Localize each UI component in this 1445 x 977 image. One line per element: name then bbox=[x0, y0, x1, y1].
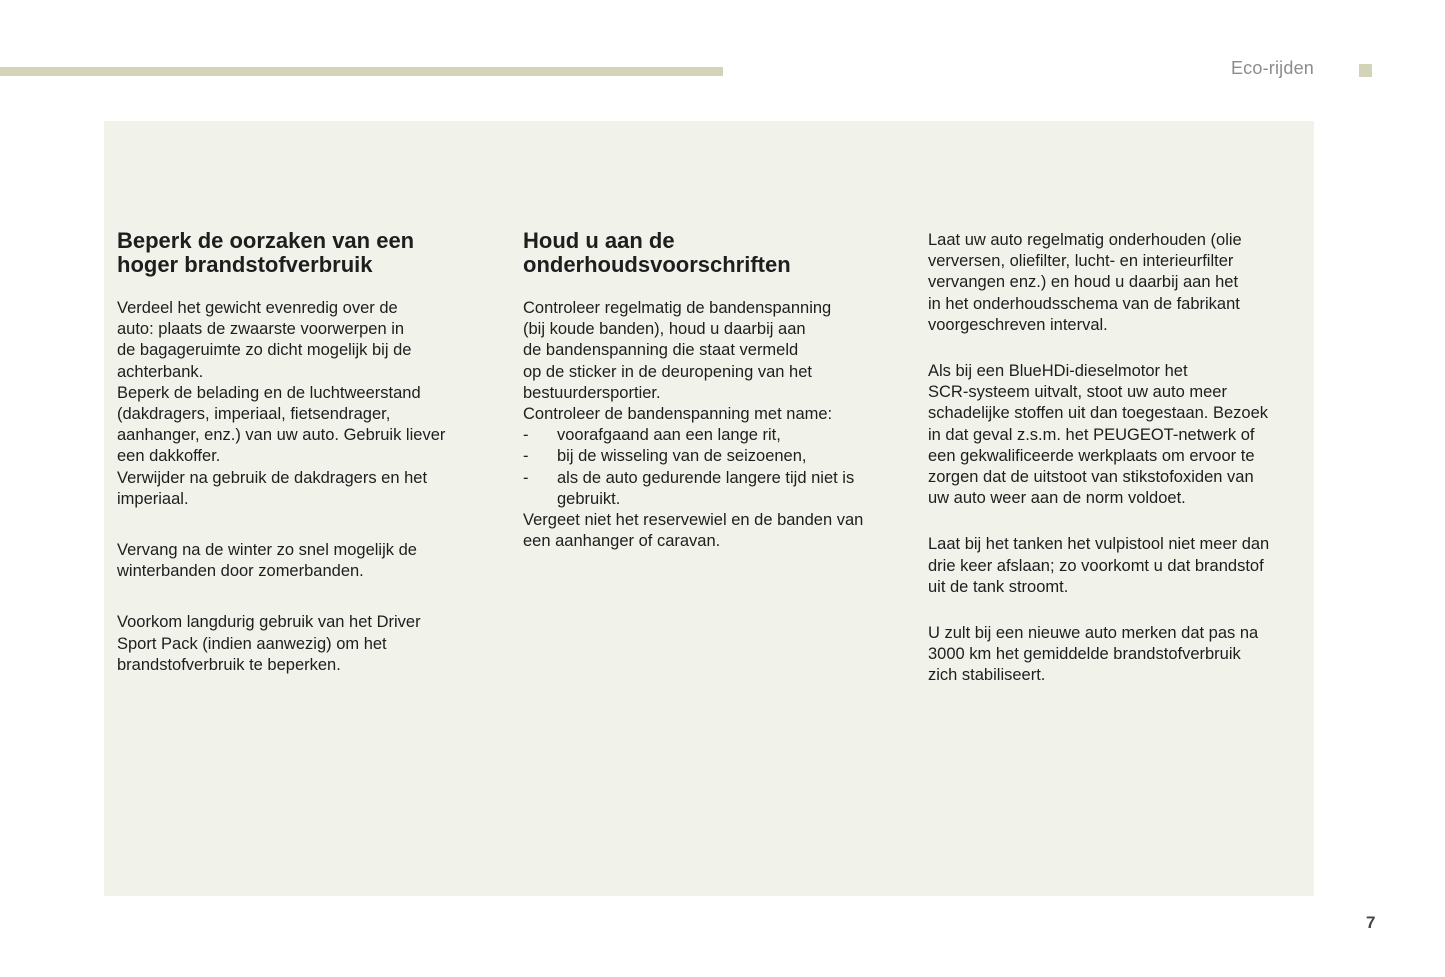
paragraph-scr-system: Als bij een BlueHDi-dieselmotor het SCR-systeem uitvalt, stoot uw auto meer schadelijke stoffen uit dan toegestaan. Bezoek in dat geval z.s.m. het PEUGEOT-netwerk of een gekwalificeerde werkplaats om ervoor te zorgen dat de uitstoot van stikstofoxiden van uw auto weer aan de norm voldoet. bbox=[928, 362, 1269, 508]
section-title: Eco-rijden bbox=[1230, 58, 1314, 78]
heading-maintenance: Houd u aan de onderhoudsvoorschriften bbox=[523, 228, 791, 277]
paragraph-spare-wheel: Vergeet niet het reservewiel en de banden van een aanhanger of caravan. bbox=[523, 511, 864, 551]
content-panel bbox=[104, 121, 1314, 896]
column-fuel-consumption bbox=[117, 229, 497, 676]
column-maintenance bbox=[523, 229, 903, 552]
heading-fuel-consumption: Beperk de oorzaken van een hoger brandstofverbruik bbox=[117, 228, 415, 277]
tyre-check-list bbox=[523, 425, 903, 510]
page-number: 7 bbox=[1366, 913, 1376, 932]
list-item: - voorafgaand aan een lange rit, bbox=[523, 426, 781, 445]
column-service bbox=[928, 230, 1308, 687]
paragraph-weight: Verdeel het gewicht evenredig over de auto: plaats de zwaarste voorwerpen in de bagageruimte zo dicht mogelijk bij de achterbank. Beperk de belading en de luchtweerstand (dakdragers, imperiaal, fietsendrager, aanhanger, enz.) van uw auto. Gebruik liever een dakkoffer. Verwijder na gebruik de dakdragers en het imperiaal. bbox=[117, 299, 446, 508]
section-marker bbox=[1359, 64, 1372, 77]
paragraph-new-car: U zult bij een nieuwe auto merken dat pas na 3000 km het gemiddelde brandstofverbruik zich stabiliseert. bbox=[928, 624, 1259, 685]
paragraph-winter-tyres: Vervang na de winter zo snel mogelijk de winterbanden door zomerbanden. bbox=[117, 541, 417, 581]
paragraph-refuelling: Laat bij het tanken het vulpistool niet meer dan drie keer afslaan; zo voorkomt u dat brandstof uit de tank stroomt. bbox=[928, 535, 1270, 596]
paragraph-service-interval: Laat uw auto regelmatig onderhouden (olie verversen, oliefilter, lucht- en interieurfilter vervangen enz.) en houd u daarbij aan het in het onderhoudsschema van de fabrikant voorgeschreven interval. bbox=[928, 231, 1242, 334]
list-item: - bij de wisseling van de seizoenen, bbox=[523, 447, 807, 466]
list-item: - als de auto gedurende langere tijd niet is gebruikt. bbox=[523, 468, 855, 508]
header-rule bbox=[0, 67, 723, 76]
paragraph-sport-pack: Voorkom langdurig gebruik van het Driver Sport Pack (indien aanwezig) om het brandstofverbruik te beperken. bbox=[117, 613, 421, 674]
paragraph-tyre-pressure: Controleer regelmatig de bandenspanning (bij koude banden), houd u daarbij aan de bandenspanning die staat vermeld op de sticker in de deuropening van het bestuurdersportier. Controleer de bandenspanning met name: bbox=[523, 299, 833, 424]
